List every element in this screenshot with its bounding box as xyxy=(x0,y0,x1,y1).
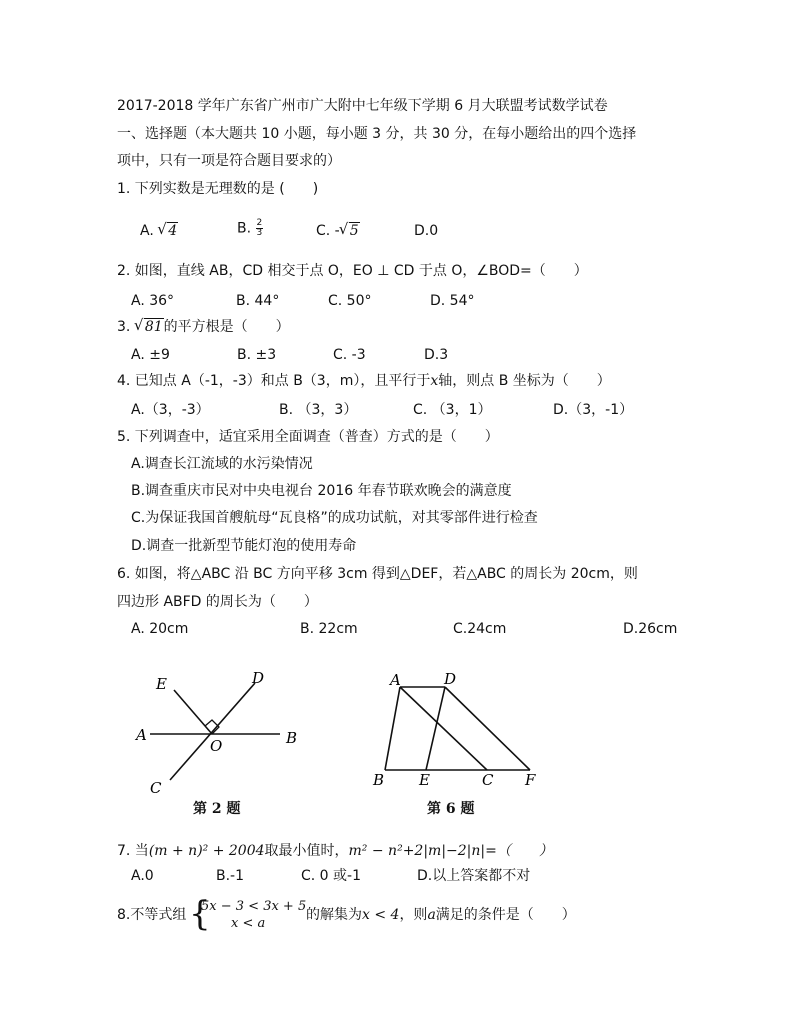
q7-stem: 7. 当(m + n)² + 2004取最小值时，m² − n²+2|m|−2|n|=（ ） xyxy=(117,843,553,859)
figure-q6-caption: 第 6 题 xyxy=(427,801,475,817)
label-e: E xyxy=(419,771,430,789)
label-e: E xyxy=(156,675,167,693)
q1-option-b: B. $\frac{2}{3}$ xyxy=(237,218,263,238)
q4-option-d: D.（3，-1） xyxy=(553,402,634,418)
label-b: B xyxy=(286,729,298,747)
label-a: A xyxy=(136,726,147,744)
label-c: C xyxy=(482,771,494,789)
q1-stem: 1. 下列实数是无理数的是 ( ) xyxy=(117,181,319,197)
q4-option-c: C. （3，1） xyxy=(413,402,492,418)
q8-inequality-1: 5x − 3 < 3x + 5 xyxy=(201,899,307,914)
q2-option-a: A. 36° xyxy=(131,293,175,309)
label-b: B xyxy=(373,771,385,789)
q1-option-a: A. √ 4 xyxy=(140,222,178,240)
q7-option-a: A.0 xyxy=(131,868,154,884)
line-cd xyxy=(170,683,255,780)
q6-option-a: A. 20cm xyxy=(131,621,189,637)
segment-ab xyxy=(385,687,400,770)
q6-option-d: D.26cm xyxy=(623,621,678,637)
label-f: F xyxy=(525,771,536,789)
q3-option-a: A. ±9 xyxy=(131,347,170,363)
q2-option-c: C. 50° xyxy=(328,293,372,309)
label-a: A xyxy=(390,671,401,689)
q5-stem: 5. 下列调查中，适宜采用全面调查（普查）方式的是（ ） xyxy=(117,429,499,445)
q2-option-d: D. 54° xyxy=(430,293,475,309)
q2-stem: 2. 如图，直线 AB，CD 相交于点 O，EO ⊥ CD 于点 O，∠BOD=（ ） xyxy=(117,263,588,279)
q8-inequality-2: x < a xyxy=(231,916,266,931)
exam-title: 2017-2018 学年广东省广州市广大附中七年级下学期 6 月大联盟考试数学试卷 xyxy=(117,98,608,114)
q7-option-c: C. 0 或-1 xyxy=(301,868,361,884)
q7-option-d: D.以上答案都不对 xyxy=(417,868,531,884)
q6-stem-line2: 四边形 ABFD 的周长为（ ） xyxy=(117,594,318,610)
figure-q6 xyxy=(365,665,550,800)
q2-option-b: B. 44° xyxy=(236,293,280,309)
q5-option-b: B.调查重庆市民对中央电视台 2016 年春节联欢晚会的满意度 xyxy=(131,483,512,499)
q3-stem: 3. √ 81的平方根是（ ） xyxy=(117,318,290,336)
q5-option-d: D.调查一批新型节能灯泡的使用寿命 xyxy=(131,538,357,554)
q6-stem-line1: 6. 如图，将△ABC 沿 BC 方向平移 3cm 得到△DEF，若△ABC 的周长为 20cm，则 xyxy=(117,566,638,582)
q8-prefix: 8.不等式组 xyxy=(117,907,187,923)
section-heading-line2: 项中，只有一项是符合题目要求的） xyxy=(117,153,341,169)
q8-brace: { xyxy=(189,894,211,934)
q3-option-b: B. ±3 xyxy=(237,347,277,363)
label-d: D xyxy=(252,669,265,687)
q4-option-b: B. （3，3） xyxy=(279,402,358,418)
figure-q2 xyxy=(130,665,310,800)
label-c: C xyxy=(150,779,162,797)
q6-option-b: B. 22cm xyxy=(300,621,358,637)
q5-option-c: C.为保证我国首艘航母“瓦良格”的成功试航，对其零部件进行检查 xyxy=(131,510,538,526)
label-d: D xyxy=(444,670,457,688)
q1-option-d: D.0 xyxy=(414,223,439,239)
segment-de xyxy=(426,687,445,770)
q7-option-b: B.-1 xyxy=(216,868,245,884)
q3-option-d: D.3 xyxy=(424,347,449,363)
segment-ac xyxy=(400,687,487,770)
section-heading-line1: 一、选择题（本大题共 10 小题，每小题 3 分，共 30 分，在每小题给出的四个选择 xyxy=(117,126,637,142)
figure-q2-caption: 第 2 题 xyxy=(193,801,241,817)
ray-oe xyxy=(174,690,212,734)
segment-df xyxy=(445,687,530,770)
q4-option-a: A.（3，-3） xyxy=(131,402,210,418)
label-o: O xyxy=(210,737,223,755)
q4-stem: 4. 已知点 A（-1，-3）和点 B（3，m），且平行于x轴，则点 B 坐标为（ ） xyxy=(117,373,611,389)
q1-option-c: C. -√ 5 xyxy=(316,222,360,240)
q6-option-c: C.24cm xyxy=(453,621,507,637)
q3-option-c: C. -3 xyxy=(333,347,366,363)
q5-option-a: A.调查长江流域的水污染情况 xyxy=(131,456,313,472)
q8-stem-rest: 的解集为x < 4，则a满足的条件是（ ） xyxy=(306,907,576,923)
